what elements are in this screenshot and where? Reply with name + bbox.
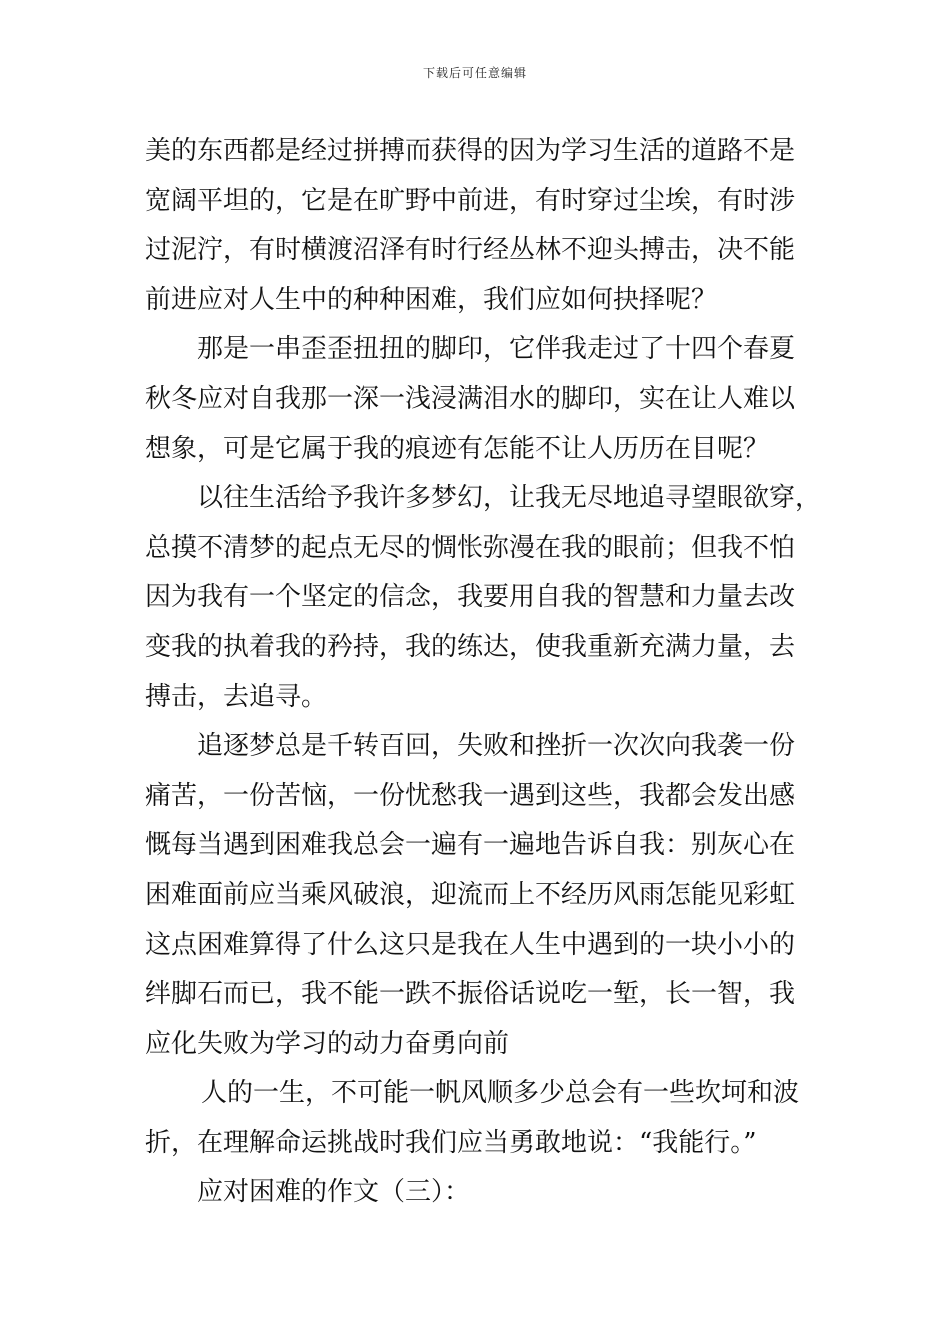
body-line: 困难面前应当乘风破浪，迎流而上不经历风雨怎能见彩虹 (145, 879, 796, 910)
body-line: 总摸不清梦的起点无尽的惆怅弥漫在我的眼前；但我不怕 (145, 532, 796, 563)
body-line: 因为我有一个坚定的信念，我要用自我的智慧和力量去改 (145, 582, 796, 613)
paragraph-start-line: 人的一生，不可能一帆风顺多少总会有一些坎坷和波 (201, 1078, 800, 1109)
body-line: 变我的执着我的矜持，我的练达，使我重新充满力量，去 (145, 631, 796, 662)
paragraph-start-line: 以往生活给予我许多梦幻，让我无尽地追寻望眼欲穿， (197, 483, 822, 514)
body-line: 搏击，去追寻。 (145, 681, 328, 712)
body-line: 宽阔平坦的，它是在旷野中前进，有时穿过尘埃，有时涉 (145, 185, 796, 216)
body-line: 过泥泞，有时横渡沼泽有时行经丛林不迎头搏击，决不能 (145, 235, 796, 266)
body-line: 应化失败为学习的动力奋勇向前 (145, 1028, 510, 1059)
body-line: 绊脚石而已，我不能一跌不振俗话说吃一堑，长一智，我 (145, 979, 796, 1010)
section-heading: 应对困难的作文（三）： (197, 1177, 471, 1208)
paragraph-start-line: 追逐梦总是千转百回，失败和挫折一次次向我袭一份 (197, 731, 796, 762)
body-line: 秋冬应对自我那一深一浅浸满泪水的脚印，实在让人难以 (145, 383, 796, 414)
body-line: 想象，可是它属于我的痕迹有怎能不让人历历在目呢？ (145, 433, 770, 464)
body-line: 前进应对人生中的种种困难，我们应如何抉择呢？ (145, 284, 718, 315)
body-line: 折，在理解命运挑战时我们应当勇敢地说：“我能行。” (145, 1127, 757, 1158)
body-line: 痛苦，一份苦恼，一份忧愁我一遇到这些，我都会发出感 (145, 780, 796, 811)
paragraph-start-line: 那是一串歪歪扭扭的脚印，它伴我走过了十四个春夏 (197, 334, 796, 365)
body-line: 美的东西都是经过拼搏而获得的因为学习生活的道路不是 (145, 136, 796, 166)
body-line: 这点困难算得了什么这只是我在人生中遇到的一块小小的 (145, 929, 796, 960)
body-line: 慨每当遇到困难我总会一遍有一遍地告诉自我：别灰心在 (145, 830, 796, 861)
page-header: 下载后可任意编辑 (422, 66, 527, 80)
essay-body (145, 127, 822, 1218)
